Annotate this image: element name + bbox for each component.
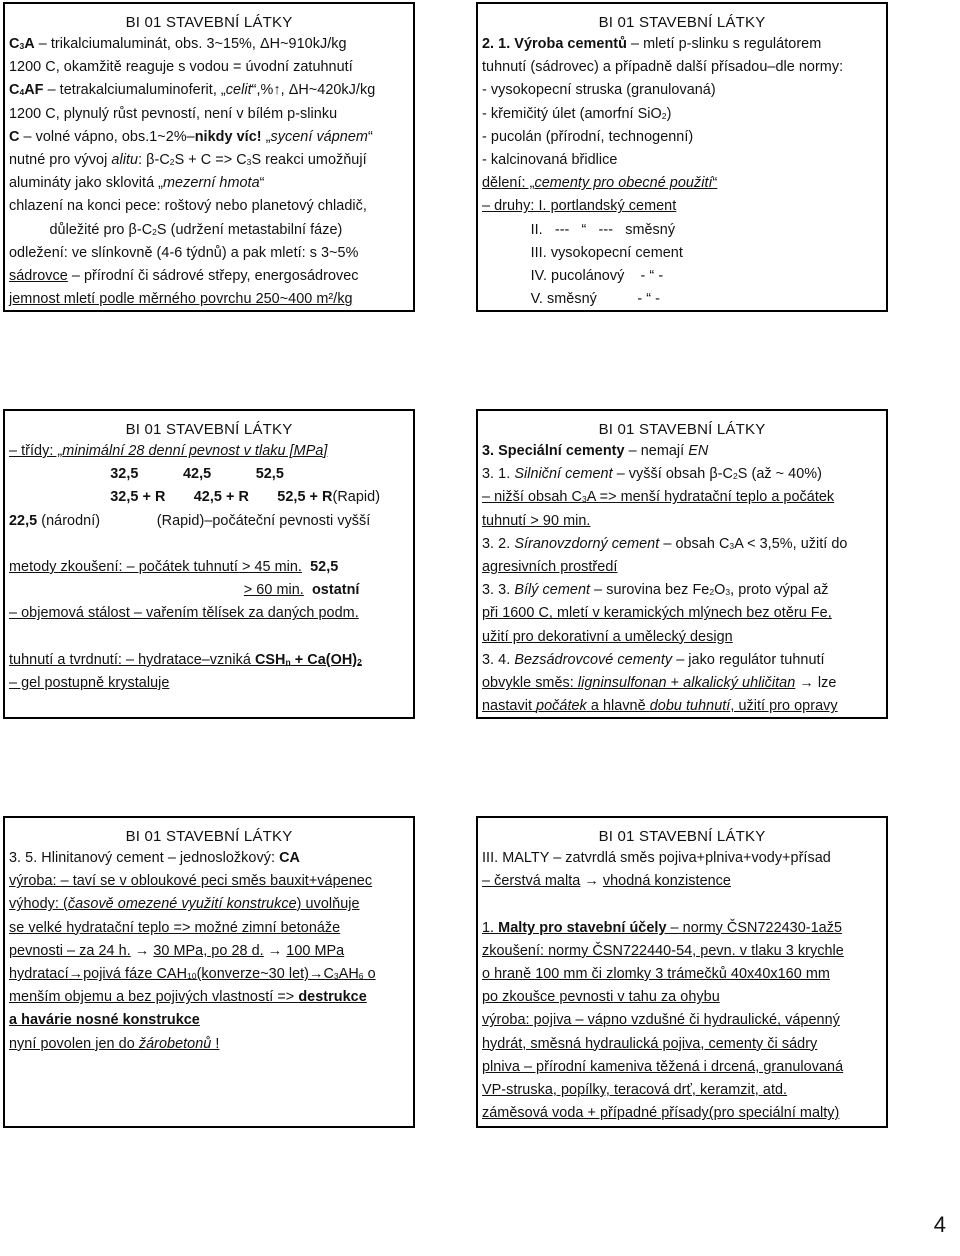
text-line: pevnosti – za 24 h. → 30 MPa, po 28 d. → 100 MPa <box>9 942 345 959</box>
text-line: dělení: „cementy pro obecné použití“ <box>482 175 718 192</box>
text-line: odležení: ve slínkovně (4-6 týdnů) a pak mletí: s 3~5% <box>9 244 359 261</box>
text-line: hydratací→pojivá fáze $CAH_{10}(konverze\sim 30$ $let)\to C_3AH_6$ o <box>9 966 376 983</box>
slide-clinker-phases <box>3 2 415 312</box>
text-line: plniva – přírodní kameniva těžená i drcená, granulovaná <box>482 1058 844 1075</box>
text-line: – gel postupně krystaluje <box>9 675 170 691</box>
text-line: hydrát, směsná hydraulická pojiva, cementy či sádry <box>482 1035 818 1052</box>
text-line: IV. pucolánový - “ - <box>482 268 664 285</box>
text-line: 3. 5. Hlinitanový cement – jednosložkový: CA <box>9 850 300 866</box>
text-line: - vysokopecní struska (granulovaná) <box>482 82 716 99</box>
text-line: obvykle směs: ligninsulfonan + alkalický uhličitan → lze <box>482 675 837 692</box>
slide-body <box>482 33 882 311</box>
text-line: tuhnutí (sádrovec) a případně další přísadou–dle normy: <box>482 59 844 76</box>
text-line <box>9 626 409 649</box>
text-line: 3. Speciální cementy – nemají EN <box>482 443 709 459</box>
text-line: II. --- “ --- směsný <box>482 221 676 238</box>
text-line: $C_4AF$ – tetrakalciumaluminoferit, „celit“,%↑, ΔH~420kJ/kg <box>9 82 376 99</box>
slide-title: BI 01 STAVEBNÍ LÁTKY <box>125 14 293 31</box>
slide-body <box>9 440 409 695</box>
slide-title: BI 01 STAVEBNÍ LÁTKY <box>598 421 766 438</box>
text-line: - křemičitý úlet (amorfní SiO$_2$) <box>482 105 672 122</box>
text-line: tuhnutí > 90 min. <box>482 512 591 529</box>
text-line: 3. 4. Bezsádrovcové cementy – jako regulátor tuhnutí <box>482 651 825 668</box>
slide-body <box>482 847 882 1125</box>
text-line: – druhy: I. portlandský cement <box>482 198 677 215</box>
text-line: – nižší obsah $C_3A$ => menší hydratační teplo a počátek <box>482 489 835 506</box>
text-line: zkoušení: normy ČSN722440-54, pevn. v tlaku 3 krychle <box>482 942 844 959</box>
text-line: výroba: pojiva – vápno vzdušné či hydraulické, vápenný <box>482 1012 840 1029</box>
text-line: se velké hydratační teplo => možné zimní betonáže <box>9 919 341 936</box>
text-line: výroba: – taví se v obloukové peci směs bauxit+vápenec <box>9 873 373 890</box>
text-line: C – volné vápno, obs.1~2%–nikdy víc! „sycení vápnem“ <box>9 128 373 145</box>
text-line: menším objemu a bez pojivých vlastností => destrukce <box>9 989 367 1006</box>
slide-title: BI 01 STAVEBNÍ LÁTKY <box>125 421 293 438</box>
slide-cement-production <box>476 2 888 312</box>
text-line: a havárie nosné konstrukce <box>9 1012 200 1029</box>
text-line: o hraně 100 mm či zlomky 3 trámečků 40x40x160 mm <box>482 966 830 982</box>
slide-special-cements <box>476 409 888 719</box>
text-line: jemnost mletí podle měrného povrchu 250~400 m²/kg <box>9 291 353 308</box>
text-line: III. vysokopecní cement <box>482 244 683 261</box>
text-line: > 60 min. ostatní <box>243 582 360 599</box>
text-line: při 1600 C, mletí v keramických mlýnech bez otěru Fe, <box>482 605 832 622</box>
text-line: 32,5 + R 42,5 + R 52,5 + R(Rapid) <box>110 489 381 506</box>
text-line: – čerstvá malta → vhodná konzistence <box>482 873 731 890</box>
text-line: agresivních prostředí <box>482 559 618 576</box>
slide-title: BI 01 STAVEBNÍ LÁTKY <box>598 14 766 31</box>
text-line: alumináty jako sklovitá „mezerní hmota“ <box>9 175 265 192</box>
text-line: 1200 C, okamžitě reaguje s vodou = úvodní zatuhnutí <box>9 59 353 76</box>
text-line: 22,5 (národní) (Rapid)–počáteční pevnosti vyšší <box>9 512 371 529</box>
text-line: - kalcinovaná břidlice <box>482 152 618 169</box>
text-line: tuhnutí a tvrdnutí: – hydratace–vzniká $CSH_n + Ca(OH)_2$ <box>9 651 362 668</box>
text-line: VP-struska, popílky, teracová drť, keramzit, atd. <box>482 1082 788 1099</box>
text-line: nutné pro vývoj alitu: $\beta-C_2S + C => C_3S$ reakci umožňují <box>9 152 367 169</box>
text-line: užití pro dekorativní a umělecký design <box>482 628 733 645</box>
text-line: 2. 1. Výroba cementů – mletí p-slinku s regulátorem <box>482 36 822 52</box>
text-line: 1. Malty pro stavební účely – normy ČSN722430-1až5 <box>482 919 843 936</box>
slide-title: BI 01 STAVEBNÍ LÁTKY <box>125 828 293 845</box>
text-line: 32,5 42,5 52,5 <box>110 466 284 483</box>
slide-mortars <box>476 816 888 1128</box>
text-line: důležité pro $\beta-C_2S$ (udržení metastabilní fáze) <box>9 221 343 238</box>
slide-aluminate-cement <box>3 816 415 1128</box>
text-line: výhody: (časově omezené využití konstrukce) uvolňuje <box>9 896 360 913</box>
text-line: 3. 3. Bílý cement – surovina bez $Fe_2O_3$, proto výpal až <box>482 582 829 599</box>
slide-body <box>9 33 409 311</box>
text-line: nastavit počátek a hlavně dobu tuhnutí, užití pro opravy <box>482 698 838 715</box>
text-line: – třídy: „minimální 28 denní pevnost v tlaku [MPa] <box>9 443 328 459</box>
text-line: po zkoušce pevnosti v tahu za ohybu <box>482 989 720 1006</box>
text-line: sádrovce – přírodní či sádrové střepy, energosádrovec <box>9 268 359 285</box>
text-line: III. MALTY – zatvrdlá směs pojiva+plniva+vody+přísad <box>482 850 831 866</box>
text-line <box>482 893 882 916</box>
page-number: 4 <box>933 1212 946 1237</box>
slide-cement-classes <box>3 409 415 719</box>
text-line: 3. 2. Síranovzdorný cement – obsah $C_3A < 3,5\%$, užití do <box>482 535 848 552</box>
text-line: – objemová stálost – vařením tělísek za daných podm. <box>9 605 359 622</box>
text-line: nyní povolen jen do žárobetonů ! <box>9 1035 220 1052</box>
slide-body <box>482 440 882 718</box>
text-line: 1200 C, plynulý růst pevností, není v bílém p-slinku <box>9 105 338 122</box>
slide-title: BI 01 STAVEBNÍ LÁTKY <box>598 828 766 845</box>
text-line: metody zkoušení: – počátek tuhnutí > 45 min. 52,5 <box>9 559 339 575</box>
slide-body <box>9 847 409 1056</box>
text-line: V. směsný - “ - <box>482 291 660 308</box>
text-line: 3. 1. Silniční cement – vyšší obsah $\beta-C_2S$ (až ~ 40%) <box>482 466 822 483</box>
text-line <box>9 533 409 556</box>
text-line: záměsová voda + případné přísady(pro speciální malty) <box>482 1105 840 1122</box>
text-line: - pucolán (přírodní, technogenní) <box>482 128 694 145</box>
text-line: chlazení na konci pece: roštový nebo planetový chladič, <box>9 198 367 215</box>
text-line: $C_3A$ – trikalciumaluminát, obs. 3~15%, ΔH~910kJ/kg <box>9 36 347 52</box>
